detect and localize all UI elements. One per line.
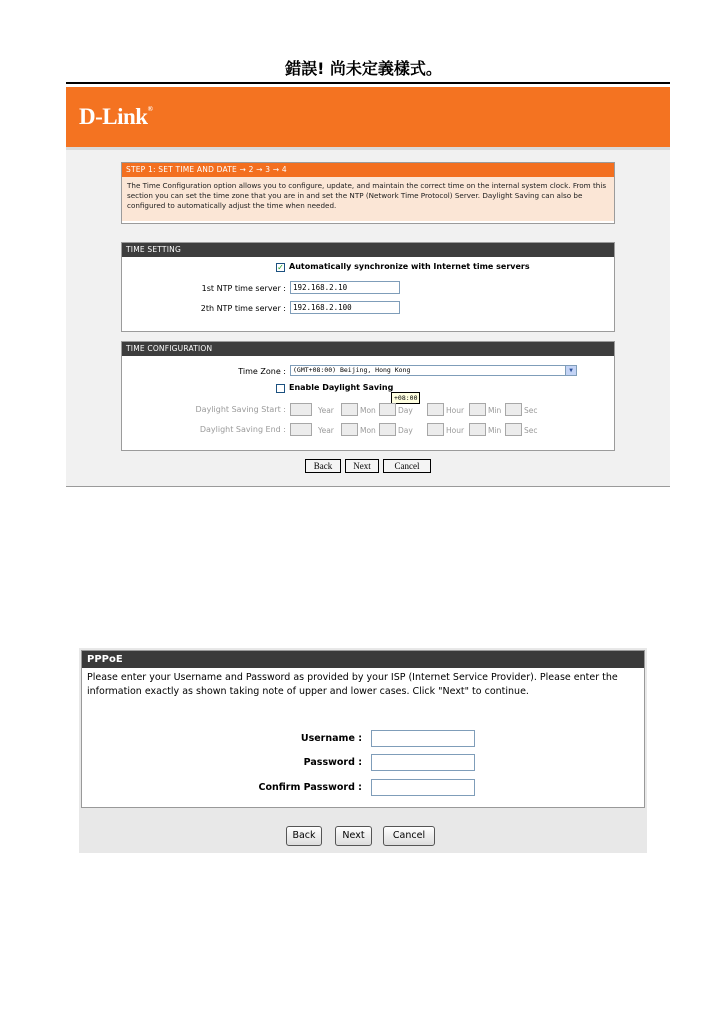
dst-start-sec[interactable] [505,403,522,416]
time-zone-label: Time Zone : [238,367,286,376]
daylight-saving-checkbox[interactable] [276,384,285,393]
dst-end-hour-unit: Hour [446,426,465,435]
cancel-button[interactable]: Cancel [383,459,431,473]
dst-start-day-unit: Day [398,406,413,415]
time-configuration-panel [121,341,615,451]
password-input[interactable] [371,754,475,771]
dst-start-month[interactable] [341,403,358,416]
username-label: Username : [300,733,362,744]
time-setting-title: TIME SETTING [122,243,614,257]
dst-end-sec-unit: Sec [524,426,538,435]
ntp2-label: 2th NTP time server : [200,304,286,313]
pppoe-description: Please enter your Username and Password as provided by your ISP (Internet Service Provider). Please enter the information exactly as shown taking note of upper and lower cases. Click "Next" to continue. [87,672,618,697]
timezone-tooltip: +08:00 [391,392,420,404]
pppoe-cancel-button[interactable]: Cancel [383,826,435,846]
dst-start-label: Daylight Saving Start : [195,405,286,414]
dst-start-min[interactable] [469,403,486,416]
ntp1-label: 1st NTP time server : [201,284,286,293]
confirm-password-label: Confirm Password : [258,782,362,793]
ntp1-input[interactable]: 192.168.2.10 [290,281,400,294]
brand-banner [66,87,670,147]
pppoe-next-button[interactable]: Next [335,826,372,846]
pppoe-title: PPPoE [82,651,644,668]
dst-start-month-unit: Mon [360,406,376,415]
dst-start-year-unit: Year [318,406,334,415]
dst-start-min-unit: Min [488,406,502,415]
step-description: The Time Configuration option allows you to configure, update, and maintain the correct time on the internal system clock. From this section you can set the time zone that you are in and set the NTP (Network Time Protocol) Server. Daylight Saving can also be configured to automatically adjust the time when needed. [122,177,614,221]
ntp2-input[interactable]: 192.168.2.100 [290,301,400,314]
dst-end-year-unit: Year [318,426,334,435]
pppoe-back-button[interactable]: Back [286,826,322,846]
next-button[interactable]: Next [345,459,379,473]
step-title: STEP 1: SET TIME AND DATE → 2 → 3 → 4 [122,163,614,177]
time-zone-select[interactable]: (GMT+08:00) Beijing, Hong Kong ▼ [290,365,577,376]
back-button[interactable]: Back [305,459,341,473]
dlink-logo: D-Link® [79,104,153,129]
dst-end-sec[interactable] [505,423,522,436]
time-configuration-title: TIME CONFIGURATION [122,342,614,356]
time-setting-panel [121,242,615,332]
dst-end-min-unit: Min [488,426,502,435]
dst-start-year[interactable] [290,403,312,416]
pppoe-panel [81,650,645,808]
pppoe-screenshot [79,648,647,853]
header-rule [66,82,670,84]
time-wizard-screenshot [66,87,670,487]
username-input[interactable] [371,730,475,747]
dst-end-day[interactable] [379,423,396,436]
confirm-password-input[interactable] [371,779,475,796]
dst-end-hour[interactable] [427,423,444,436]
dst-end-year[interactable] [290,423,312,436]
wizard-content [66,147,670,486]
dst-start-hour[interactable] [427,403,444,416]
daylight-saving-label: Enable Daylight Saving [289,383,394,392]
password-label: Password : [303,757,362,768]
dst-start-hour-unit: Hour [446,406,465,415]
dst-start-day[interactable] [379,403,396,416]
step-panel [121,162,615,224]
auto-sync-checkbox[interactable]: ✓ [277,263,284,272]
dst-end-month-unit: Mon [360,426,376,435]
document-header: 錯誤! 尚未定義樣式。 [285,59,442,78]
dst-end-label: Daylight Saving End : [199,425,286,434]
dst-end-min[interactable] [469,423,486,436]
dst-start-sec-unit: Sec [524,406,538,415]
dst-end-day-unit: Day [398,426,413,435]
auto-sync-label: Automatically synchronize with Internet time servers [289,262,530,271]
dst-end-month[interactable] [341,423,358,436]
chevron-down-icon[interactable]: ▼ [565,366,576,375]
